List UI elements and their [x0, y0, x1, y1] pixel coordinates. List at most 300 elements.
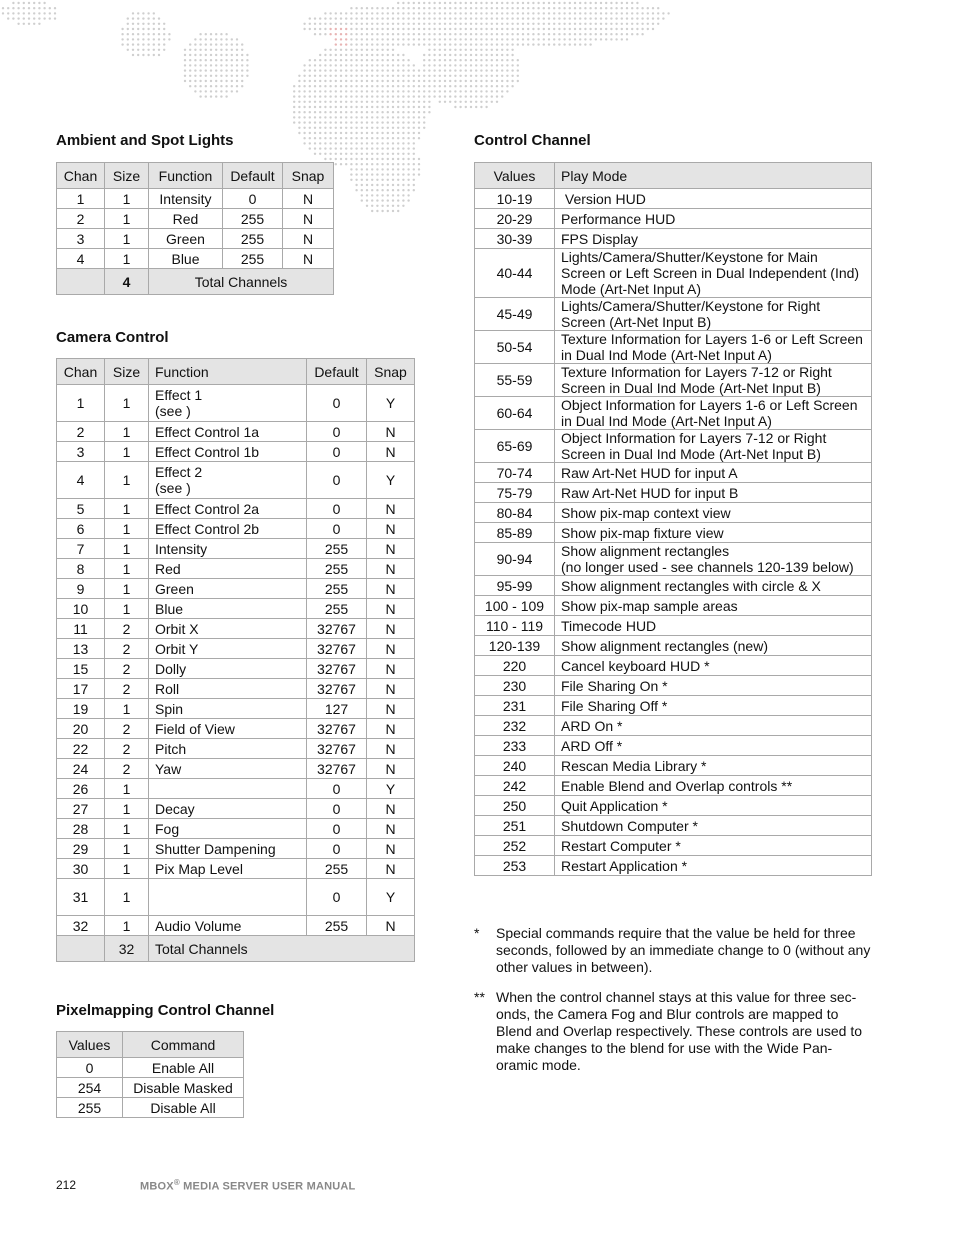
col-values: Values	[475, 163, 555, 189]
table-row	[57, 1078, 244, 1098]
table-row	[475, 736, 872, 756]
function-cell	[149, 779, 307, 799]
values-cell: 250	[475, 796, 555, 816]
table-row	[57, 599, 415, 619]
snap-cell: N	[367, 719, 415, 739]
function-cell: Yaw	[149, 759, 307, 779]
table-row	[57, 1098, 244, 1118]
total-size: 32	[105, 936, 149, 962]
snap-cell: N	[283, 189, 334, 209]
footnote-text: Special commands require that the value be held for three seconds, followed by an immediate change to 0 (without any other values in between).	[496, 925, 871, 975]
function-cell: Intensity	[149, 189, 223, 209]
function-cell: Effect Control 2b	[149, 519, 307, 539]
col-play-mode: Play Mode	[555, 163, 872, 189]
default-cell: 0	[307, 839, 367, 859]
table-row	[57, 859, 415, 879]
table-row	[57, 249, 334, 269]
chan-cell: 2	[57, 422, 105, 442]
chan-cell: 29	[57, 839, 105, 859]
default-cell: 0	[307, 879, 367, 916]
play-mode-cell: Cancel keyboard HUD *	[555, 656, 872, 676]
table-row	[57, 819, 415, 839]
values-cell: 253	[475, 856, 555, 876]
manual-prefix: MBOX	[140, 1180, 174, 1193]
values-cell: 75-79	[475, 483, 555, 503]
table-row	[57, 759, 415, 779]
table-row	[57, 442, 415, 462]
chan-cell: 32	[57, 916, 105, 936]
table-row	[475, 483, 872, 503]
play-mode-cell: Performance HUD	[555, 209, 872, 229]
function-cell: Field of View	[149, 719, 307, 739]
default-cell: 255	[307, 599, 367, 619]
table-row	[475, 696, 872, 716]
table-row	[57, 779, 415, 799]
values-cell: 220	[475, 656, 555, 676]
play-mode-cell: Raw Art-Net HUD for input B	[555, 483, 872, 503]
command-cell: Disable All	[123, 1098, 244, 1118]
size-cell: 1	[105, 209, 149, 229]
control-channel-table	[474, 162, 872, 876]
table-row	[57, 385, 415, 422]
default-cell: 0	[307, 422, 367, 442]
table-row	[57, 1058, 244, 1078]
col-size: Size	[105, 359, 149, 385]
values-cell: 60-64	[475, 397, 555, 430]
size-cell: 1	[105, 879, 149, 916]
default-cell: 0	[307, 799, 367, 819]
table-row	[475, 430, 872, 463]
default-cell: 32767	[307, 719, 367, 739]
play-mode-cell: File Sharing Off *	[555, 696, 872, 716]
default-cell: 32767	[307, 619, 367, 639]
chan-cell: 11	[57, 619, 105, 639]
size-cell: 2	[105, 719, 149, 739]
chan-cell: 20	[57, 719, 105, 739]
values-cell: 40-44	[475, 249, 555, 298]
chan-cell: 1	[57, 385, 105, 422]
play-mode-cell: Object Information for Layers 7-12 or Right Screen in Dual Ind Mode (Art-Net Input B)	[555, 430, 872, 463]
function-cell: Roll	[149, 679, 307, 699]
values-cell: 233	[475, 736, 555, 756]
default-cell: 0	[307, 442, 367, 462]
function-cell: Audio Volume	[149, 916, 307, 936]
table-row	[57, 739, 415, 759]
table-row	[475, 856, 872, 876]
ambient-lights-table	[56, 162, 334, 295]
play-mode-cell: Texture Information for Layers 1-6 or Left Screen in Dual Ind Mode (Art-Net Input A)	[555, 331, 872, 364]
size-cell: 1	[105, 422, 149, 442]
size-cell: 1	[105, 799, 149, 819]
function-cell: Pix Map Level	[149, 859, 307, 879]
footnote-text: When the control channel stays at this value for three sec-onds, the Camera Fog and Blur controls are mapped to Blend and Overlap respectively. These controls are used to make changes to the blend for use with the Wide Pan-oramic mode.	[496, 989, 863, 1073]
table-row	[475, 543, 872, 576]
values-cell: 230	[475, 676, 555, 696]
chan-cell: 22	[57, 739, 105, 759]
table-row	[475, 523, 872, 543]
page-number: 212	[56, 1178, 77, 1192]
function-cell: Red	[149, 559, 307, 579]
values-cell: 232	[475, 716, 555, 736]
size-cell: 1	[105, 539, 149, 559]
default-cell: 0	[223, 189, 283, 209]
values-cell: 100 - 109	[475, 596, 555, 616]
col-chan: Chan	[57, 359, 105, 385]
table-row	[475, 716, 872, 736]
chan-cell: 26	[57, 779, 105, 799]
default-cell: 32767	[307, 659, 367, 679]
values-cell: 251	[475, 816, 555, 836]
pixelmapping-table	[56, 1031, 244, 1118]
table-row	[57, 559, 415, 579]
default-cell: 0	[307, 519, 367, 539]
function-cell: Shutter Dampening	[149, 839, 307, 859]
snap-cell: Y	[367, 879, 415, 916]
table-row	[475, 298, 872, 331]
snap-cell: N	[367, 699, 415, 719]
size-cell: 1	[105, 699, 149, 719]
values-cell: 90-94	[475, 543, 555, 576]
play-mode-cell: Quit Application *	[555, 796, 872, 816]
table-row	[475, 209, 872, 229]
values-cell: 110 - 119	[475, 616, 555, 636]
function-cell: Green	[149, 229, 223, 249]
chan-cell: 13	[57, 639, 105, 659]
snap-cell: N	[367, 819, 415, 839]
table-row	[475, 463, 872, 483]
default-cell: 0	[307, 819, 367, 839]
function-cell: Intensity	[149, 539, 307, 559]
empty-cell	[57, 269, 105, 295]
size-cell: 2	[105, 659, 149, 679]
snap-cell: N	[367, 916, 415, 936]
col-snap: Snap	[283, 163, 334, 189]
play-mode-cell: Lights/Camera/Shutter/Keystone for Main Screen or Left Screen in Dual Independent (Ind) Mode (Art-Net Input A)	[555, 249, 872, 298]
function-cell: Orbit Y	[149, 639, 307, 659]
chan-cell: 3	[57, 229, 105, 249]
table-row	[475, 776, 872, 796]
chan-cell: 4	[57, 462, 105, 499]
chan-cell: 10	[57, 599, 105, 619]
size-cell: 1	[105, 229, 149, 249]
size-cell: 1	[105, 859, 149, 879]
chan-cell: 19	[57, 699, 105, 719]
play-mode-cell: Restart Computer *	[555, 836, 872, 856]
size-cell: 1	[105, 189, 149, 209]
snap-cell: N	[283, 249, 334, 269]
snap-cell: N	[367, 759, 415, 779]
table-row	[475, 331, 872, 364]
play-mode-cell: Texture Information for Layers 7-12 or Right Screen in Dual Ind Mode (Art-Net Input B)	[555, 364, 872, 397]
table-row	[57, 699, 415, 719]
snap-cell: N	[367, 559, 415, 579]
table-row	[475, 796, 872, 816]
footnote-mark: *	[474, 925, 480, 941]
function-cell: Blue	[149, 599, 307, 619]
table-row	[475, 249, 872, 298]
values-cell: 120-139	[475, 636, 555, 656]
table-row	[57, 579, 415, 599]
play-mode-cell: Show alignment rectangles with circle & X	[555, 576, 872, 596]
default-cell: 0	[307, 462, 367, 499]
table-row	[57, 879, 415, 916]
function-cell	[149, 879, 307, 916]
values-cell: 50-54	[475, 331, 555, 364]
col-chan: Chan	[57, 163, 105, 189]
chan-cell: 15	[57, 659, 105, 679]
chan-cell: 30	[57, 859, 105, 879]
size-cell: 1	[105, 779, 149, 799]
chan-cell: 24	[57, 759, 105, 779]
default-cell: 32767	[307, 759, 367, 779]
play-mode-cell: FPS Display	[555, 229, 872, 249]
snap-cell: N	[367, 639, 415, 659]
values-cell: 55-59	[475, 364, 555, 397]
play-mode-cell: Raw Art-Net HUD for input A	[555, 463, 872, 483]
table-row	[475, 503, 872, 523]
values-cell: 70-74	[475, 463, 555, 483]
ambient-lights-title: Ambient and Spot Lights	[56, 132, 234, 149]
values-cell: 252	[475, 836, 555, 856]
default-cell: 255	[307, 916, 367, 936]
snap-cell: Y	[367, 462, 415, 499]
play-mode-cell: Timecode HUD	[555, 616, 872, 636]
total-size: 4	[105, 269, 149, 295]
snap-cell: N	[367, 619, 415, 639]
table-row	[475, 616, 872, 636]
col-values: Values	[57, 1032, 123, 1058]
size-cell: 2	[105, 619, 149, 639]
function-cell: Red	[149, 209, 223, 229]
default-cell: 255	[223, 209, 283, 229]
function-cell: Fog	[149, 819, 307, 839]
default-cell: 0	[307, 499, 367, 519]
manual-title	[140, 1178, 355, 1193]
registered-mark: ®	[173, 1178, 180, 1187]
snap-cell: N	[367, 422, 415, 442]
snap-cell: N	[367, 839, 415, 859]
default-cell: 32767	[307, 679, 367, 699]
table-row	[57, 499, 415, 519]
size-cell: 2	[105, 739, 149, 759]
col-default: Default	[307, 359, 367, 385]
size-cell: 1	[105, 559, 149, 579]
chan-cell: 6	[57, 519, 105, 539]
values-cell: 65-69	[475, 430, 555, 463]
col-size: Size	[105, 163, 149, 189]
table-row	[57, 539, 415, 559]
play-mode-cell: Lights/Camera/Shutter/Keystone for Right Screen (Art-Net Input B)	[555, 298, 872, 331]
function-cell: Effect 2 (see )	[149, 462, 307, 499]
play-mode-cell: Shutdown Computer *	[555, 816, 872, 836]
values-cell: 255	[57, 1098, 123, 1118]
snap-cell: N	[367, 679, 415, 699]
play-mode-cell: Object Information for Layers 1-6 or Left Screen in Dual Ind Mode (Art-Net Input A)	[555, 397, 872, 430]
table-row	[57, 462, 415, 499]
default-cell: 32767	[307, 639, 367, 659]
snap-cell: N	[283, 209, 334, 229]
size-cell: 1	[105, 499, 149, 519]
size-cell: 1	[105, 249, 149, 269]
col-default: Default	[223, 163, 283, 189]
play-mode-cell: Enable Blend and Overlap controls **	[555, 776, 872, 796]
camera-control-table	[56, 358, 415, 962]
play-mode-cell: Rescan Media Library *	[555, 756, 872, 776]
default-cell: 255	[223, 229, 283, 249]
command-cell: Enable All	[123, 1058, 244, 1078]
size-cell: 1	[105, 442, 149, 462]
command-cell: Disable Masked	[123, 1078, 244, 1098]
col-function: Function	[149, 359, 307, 385]
function-cell: Pitch	[149, 739, 307, 759]
snap-cell: N	[283, 229, 334, 249]
chan-cell: 28	[57, 819, 105, 839]
size-cell: 1	[105, 599, 149, 619]
play-mode-cell: ARD Off *	[555, 736, 872, 756]
values-cell: 95-99	[475, 576, 555, 596]
play-mode-cell: Version HUD	[555, 189, 872, 209]
size-cell: 1	[105, 462, 149, 499]
size-cell: 1	[105, 579, 149, 599]
snap-cell: N	[367, 599, 415, 619]
chan-cell: 8	[57, 559, 105, 579]
snap-cell: N	[367, 859, 415, 879]
table-row	[57, 422, 415, 442]
total-row	[57, 269, 334, 295]
table-row	[475, 189, 872, 209]
function-cell: Dolly	[149, 659, 307, 679]
function-cell: Orbit X	[149, 619, 307, 639]
table-row	[57, 229, 334, 249]
table-row	[57, 519, 415, 539]
table-row	[475, 756, 872, 776]
values-cell: 30-39	[475, 229, 555, 249]
snap-cell: N	[367, 739, 415, 759]
values-cell: 20-29	[475, 209, 555, 229]
table-row	[57, 209, 334, 229]
values-cell: 240	[475, 756, 555, 776]
play-mode-cell: File Sharing On *	[555, 676, 872, 696]
footnote-mark: **	[474, 989, 485, 1005]
chan-cell: 17	[57, 679, 105, 699]
values-cell: 242	[475, 776, 555, 796]
play-mode-cell: Restart Application *	[555, 856, 872, 876]
col-command: Command	[123, 1032, 244, 1058]
table-row	[57, 639, 415, 659]
play-mode-cell: Show pix-map sample areas	[555, 596, 872, 616]
chan-cell: 31	[57, 879, 105, 916]
function-cell: Effect 1 (see )	[149, 385, 307, 422]
values-cell: 10-19	[475, 189, 555, 209]
play-mode-cell: Show alignment rectangles (new)	[555, 636, 872, 656]
snap-cell: N	[367, 579, 415, 599]
chan-cell: 4	[57, 249, 105, 269]
function-cell: Spin	[149, 699, 307, 719]
snap-cell: N	[367, 519, 415, 539]
function-cell: Blue	[149, 249, 223, 269]
manual-suffix: MEDIA SERVER USER MANUAL	[179, 1180, 356, 1193]
chan-cell: 9	[57, 579, 105, 599]
table-row	[57, 619, 415, 639]
chan-cell: 2	[57, 209, 105, 229]
size-cell: 1	[105, 819, 149, 839]
control-channel-title: Control Channel	[474, 132, 591, 149]
table-row	[57, 679, 415, 699]
table-row	[475, 229, 872, 249]
default-cell: 255	[223, 249, 283, 269]
table-row	[475, 636, 872, 656]
snap-cell: N	[367, 539, 415, 559]
snap-cell: Y	[367, 385, 415, 422]
values-cell: 254	[57, 1078, 123, 1098]
default-cell: 255	[307, 539, 367, 559]
function-cell: Decay	[149, 799, 307, 819]
chan-cell: 7	[57, 539, 105, 559]
values-cell: 0	[57, 1058, 123, 1078]
table-row	[475, 676, 872, 696]
camera-control-title: Camera Control	[56, 329, 169, 346]
empty-cell	[57, 936, 105, 962]
default-cell: 0	[307, 385, 367, 422]
table-row	[57, 719, 415, 739]
values-cell: 231	[475, 696, 555, 716]
table-row	[57, 839, 415, 859]
table-row	[57, 659, 415, 679]
total-label: Total Channels	[149, 269, 334, 295]
size-cell: 2	[105, 639, 149, 659]
play-mode-cell: Show pix-map fixture view	[555, 523, 872, 543]
size-cell: 1	[105, 519, 149, 539]
pixelmapping-title: Pixelmapping Control Channel	[56, 1002, 275, 1019]
values-cell: 80-84	[475, 503, 555, 523]
snap-cell: N	[367, 499, 415, 519]
table-row	[475, 656, 872, 676]
table-row	[475, 816, 872, 836]
chan-cell: 27	[57, 799, 105, 819]
default-cell: 255	[307, 579, 367, 599]
col-function: Function	[149, 163, 223, 189]
size-cell: 1	[105, 839, 149, 859]
snap-cell: N	[367, 442, 415, 462]
values-cell: 45-49	[475, 298, 555, 331]
chan-cell: 5	[57, 499, 105, 519]
default-cell: 255	[307, 859, 367, 879]
chan-cell: 1	[57, 189, 105, 209]
table-row	[57, 916, 415, 936]
table-row	[475, 836, 872, 856]
function-cell: Effect Control 1b	[149, 442, 307, 462]
snap-cell: N	[367, 799, 415, 819]
function-cell: Effect Control 1a	[149, 422, 307, 442]
table-row	[57, 799, 415, 819]
size-cell: 2	[105, 759, 149, 779]
table-row	[57, 189, 334, 209]
table-row	[475, 364, 872, 397]
table-row	[475, 596, 872, 616]
size-cell: 1	[105, 916, 149, 936]
function-cell: Green	[149, 579, 307, 599]
table-row	[475, 576, 872, 596]
table-row	[475, 397, 872, 430]
play-mode-cell: Show alignment rectangles (no longer used - see channels 120-139 below)	[555, 543, 872, 576]
play-mode-cell: Show pix-map context view	[555, 503, 872, 523]
size-cell: 2	[105, 679, 149, 699]
col-snap: Snap	[367, 359, 415, 385]
total-label: Total Channels	[149, 936, 415, 962]
default-cell: 0	[307, 779, 367, 799]
total-row	[57, 936, 415, 962]
snap-cell: N	[367, 659, 415, 679]
